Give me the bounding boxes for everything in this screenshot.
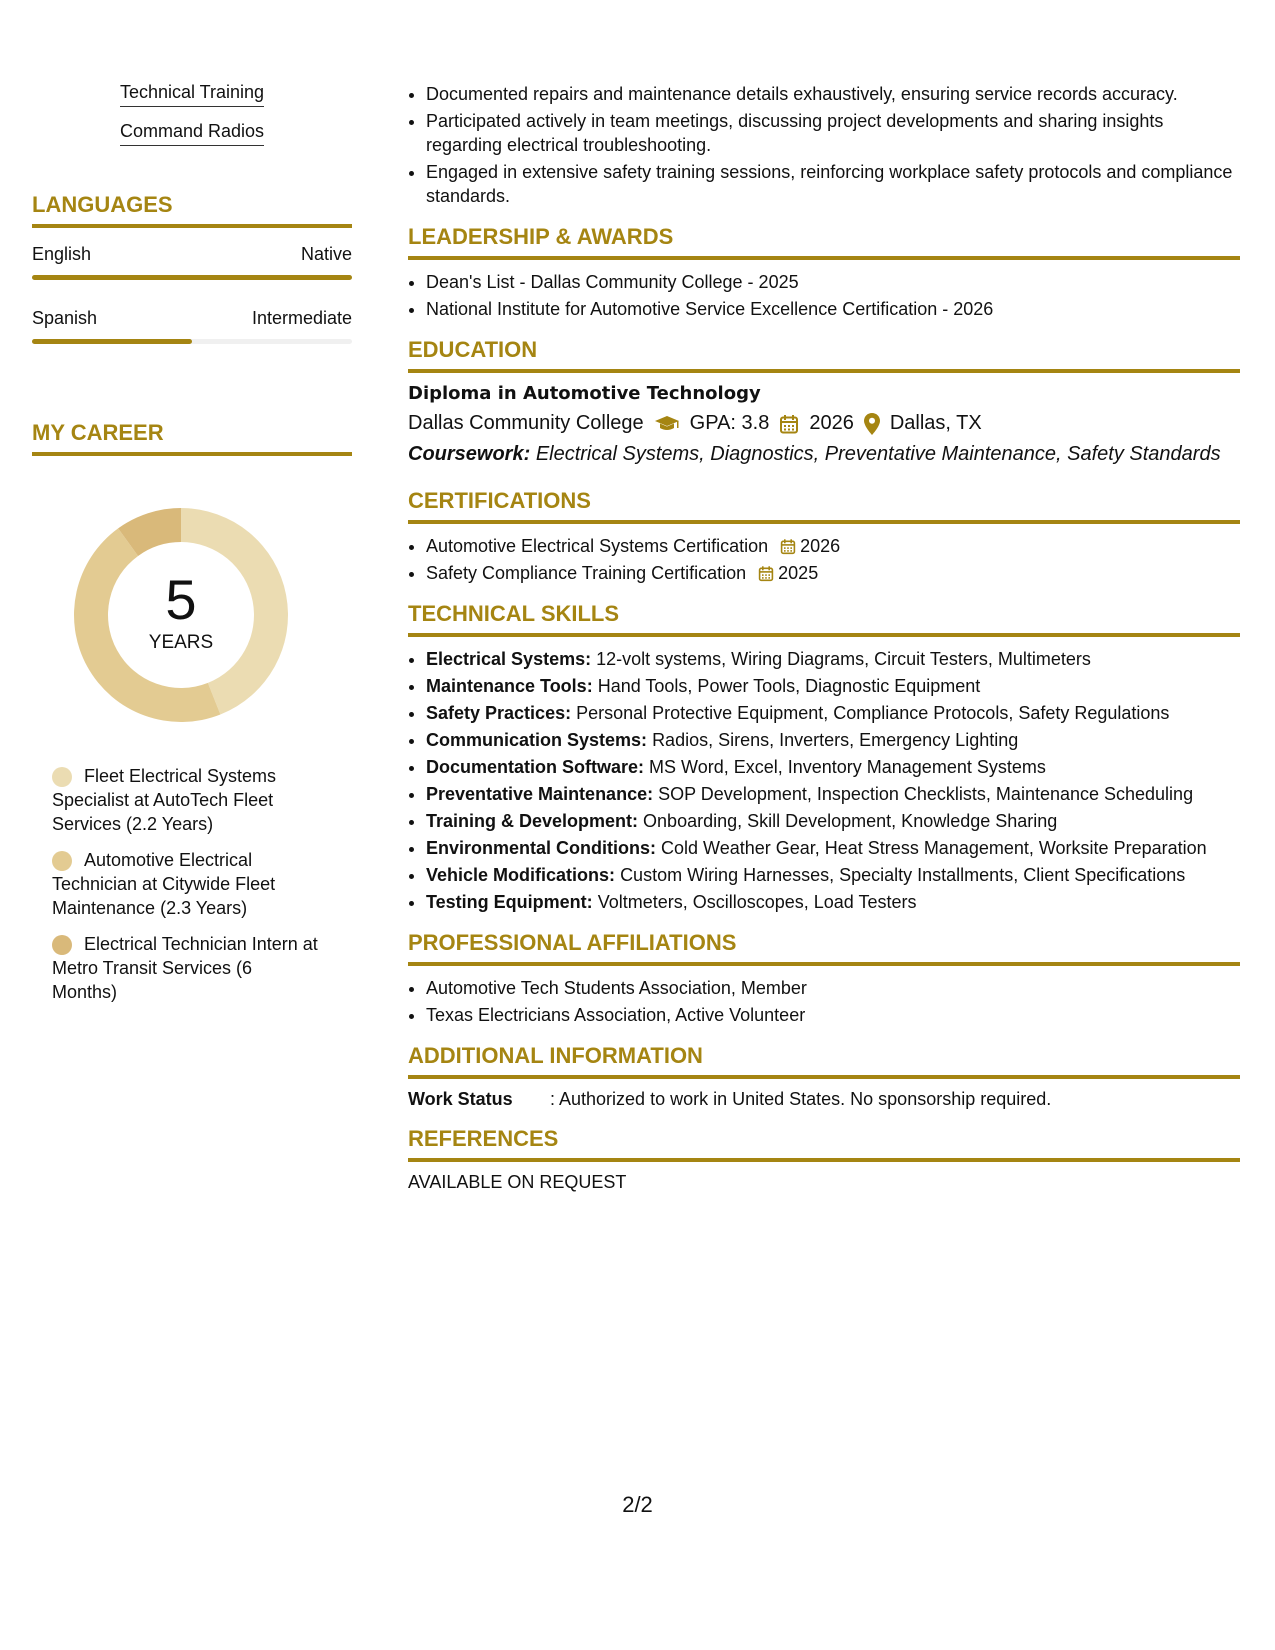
main-content — [408, 82, 1240, 1193]
list-item: • Dean's List - Dallas Community College - 2025 — [426, 270, 1240, 294]
skill-item — [426, 836, 1240, 860]
career-legend-item: Electrical Technician Intern at Metro Transit Services (6 Months) — [52, 934, 318, 1002]
education-details — [408, 412, 1240, 435]
skill-item — [426, 728, 1240, 752]
calendar-icon — [780, 538, 796, 555]
skill-label: Documentation Software: — [426, 757, 645, 777]
section-heading: ADDITIONAL INFORMATION — [408, 1043, 1240, 1079]
career-total-number: 5 — [165, 568, 197, 631]
skill-label: Environmental Conditions: — [426, 838, 657, 858]
references-text: AVAILABLE ON REQUEST — [408, 1172, 627, 1192]
list-item: • Engaged in extensive safety training sessions, reinforcing workplace safety protocols and compliance standards. — [426, 160, 1240, 208]
section-heading: REFERENCES — [408, 1126, 1240, 1162]
graduation-year: 2026 — [809, 412, 854, 434]
skill-label: Communication Systems: — [426, 730, 648, 750]
coursework-list: Electrical Systems, Diagnostics, Preventative Maintenance, Safety Standards — [535, 443, 1221, 465]
section-heading: LEADERSHIP & AWARDS — [408, 224, 1240, 260]
legend-dot — [52, 935, 72, 955]
work-status-row — [408, 1089, 1240, 1110]
skill-label: Testing Equipment: — [426, 892, 593, 912]
section-heading: TECHNICAL SKILLS — [408, 601, 1240, 637]
page-number: 2/2 — [622, 1492, 653, 1517]
calendar-icon — [758, 565, 774, 582]
language-name: English — [32, 244, 92, 264]
skill-value: Onboarding, Skill Development, Knowledge Sharing — [643, 811, 1058, 831]
graduation-cap-icon — [654, 415, 680, 433]
skill-value: Radios, Sirens, Inverters, Emergency Lighting — [652, 730, 1019, 750]
gpa: GPA: 3.8 — [689, 412, 770, 434]
certification-year: 2025 — [778, 563, 819, 583]
coursework-label: Coursework: — [408, 443, 531, 465]
language-item — [32, 308, 352, 344]
list-item — [426, 534, 1240, 558]
degree-title: Diploma in Automotive Technology — [408, 383, 761, 404]
language-bar — [32, 275, 352, 280]
section-heading: CERTIFICATIONS — [408, 488, 1240, 524]
location-pin-icon — [864, 413, 880, 435]
language-level: Native — [300, 244, 352, 264]
additional-info-section — [408, 1043, 1240, 1110]
career-donut-chart — [66, 500, 296, 730]
legend-dot — [52, 851, 72, 871]
skill-tag: Command Radios — [120, 121, 264, 146]
sidebar — [32, 82, 352, 1016]
career-heading: MY CAREER — [32, 420, 352, 456]
work-status-label: Work Status — [408, 1089, 513, 1109]
skill-label: Maintenance Tools: — [426, 676, 593, 696]
list-item: • Automotive Tech Students Association, Member — [426, 976, 1240, 1000]
language-bar — [32, 339, 352, 344]
certification-year: 2026 — [800, 536, 841, 556]
location: Dallas, TX — [889, 412, 982, 434]
certification-name: • Automotive Electrical Systems Certification — [426, 536, 769, 556]
career-total-unit: YEARS — [148, 632, 214, 653]
technical-skills-section — [408, 601, 1240, 914]
skill-label: Electrical Systems: — [426, 649, 592, 669]
skill-label: Vehicle Modifications: — [426, 865, 616, 885]
skill-value: Cold Weather Gear, Heat Stress Management, Worksite Preparation — [661, 838, 1207, 858]
skills-list — [408, 647, 1240, 914]
skill-item — [426, 755, 1240, 779]
language-level: Intermediate — [251, 308, 352, 328]
skill-item — [426, 809, 1240, 833]
skill-value: Hand Tools, Power Tools, Diagnostic Equipment — [597, 676, 981, 696]
career-legend-item: Fleet Electrical Systems Specialist at AutoTech Fleet Services (2.2 Years) — [52, 766, 277, 834]
skill-value: SOP Development, Inspection Checklists, Maintenance Scheduling — [658, 784, 1194, 804]
skill-label: Training & Development: — [426, 811, 639, 831]
section-heading: EDUCATION — [408, 337, 1240, 373]
skill-label: Safety Practices: — [426, 703, 572, 723]
certifications-section — [408, 488, 1240, 585]
language-item — [32, 244, 352, 280]
skill-item — [426, 701, 1240, 725]
language-bar-fill — [32, 339, 192, 344]
skill-value: 12-volt systems, Wiring Diagrams, Circuit Testers, Multimeters — [596, 649, 1091, 669]
skill-value: MS Word, Excel, Inventory Management Systems — [649, 757, 1046, 777]
skill-value: Voltmeters, Oscilloscopes, Load Testers — [597, 892, 917, 912]
list-item: • National Institute for Automotive Service Excellence Certification - 2026 — [426, 297, 1240, 321]
career-legend — [52, 764, 322, 1004]
legend-dot — [52, 767, 72, 787]
skill-item — [426, 863, 1240, 887]
education-section — [408, 337, 1240, 466]
coursework — [408, 443, 1240, 466]
list-item: • Participated actively in team meetings, discussing project developments and sharing insights regarding electrical troubleshooting. — [426, 109, 1240, 157]
calendar-icon — [779, 414, 799, 434]
references-section — [408, 1126, 1240, 1193]
skill-tag: Technical Training — [120, 82, 264, 107]
skill-item — [426, 890, 1240, 914]
skill-value: Custom Wiring Harnesses, Specialty Installments, Client Specifications — [620, 865, 1186, 885]
school-name: Dallas Community College — [408, 412, 644, 434]
career-legend-item: Automotive Electrical Technician at Citywide Fleet Maintenance (2.3 Years) — [52, 850, 276, 918]
list-item: • Documented repairs and maintenance details exhaustively, ensuring service records accuracy. — [426, 82, 1240, 106]
language-name: Spanish — [32, 308, 98, 328]
list-item: • Texas Electricians Association, Active Volunteer — [426, 1003, 1240, 1027]
skill-item — [426, 647, 1240, 671]
language-bar-fill — [32, 275, 352, 280]
languages-heading: LANGUAGES — [32, 192, 352, 228]
skill-label: Preventative Maintenance: — [426, 784, 654, 804]
work-status-value: : Authorized to work in United States. No sponsorship required. — [550, 1089, 1052, 1109]
list-item — [426, 561, 1240, 585]
skill-item — [426, 674, 1240, 698]
skill-item — [426, 782, 1240, 806]
section-heading: PROFESSIONAL AFFILIATIONS — [408, 930, 1240, 966]
certification-name: • Safety Compliance Training Certification — [426, 563, 747, 583]
leadership-section — [408, 224, 1240, 321]
affiliations-section — [408, 930, 1240, 1027]
skill-value: Personal Protective Equipment, Compliance Protocols, Safety Regulations — [576, 703, 1170, 723]
experience-bullets — [408, 82, 1240, 208]
